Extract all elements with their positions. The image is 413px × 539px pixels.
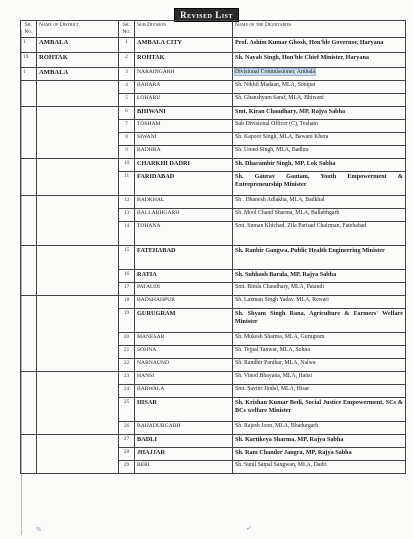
subdivision-serial-cell: 20 — [119, 333, 135, 346]
dignitary-name: Sh. Vinod Bhayana, MLA, Hansi — [235, 372, 312, 379]
dignitary-cell — [233, 346, 406, 359]
dignitary-name: Sh. Nikhil Madaan, MLA, Sonipat — [235, 81, 316, 88]
district-serial-cell: 1 — [21, 68, 37, 81]
dignitary-cell — [233, 309, 406, 333]
dignitary-name: Sh. Ram Chander Jangra, MP, Rajya Sabha — [235, 448, 352, 456]
dignitary-cell — [233, 133, 406, 146]
district-name-cell — [37, 196, 119, 246]
subdivision-serial-cell: 3 — [119, 68, 135, 81]
subdivision-cell: HANSI — [135, 372, 233, 385]
dignitary-cell — [233, 172, 406, 196]
header-srno: Sr. No. — [119, 21, 135, 38]
dignitary-name: Sh. Randhir Panihar, MLA, Nalwa — [235, 359, 316, 366]
dignitary-cell — [233, 68, 406, 81]
dignitary-name: Sh. Nayab Singh, Hon'ble Chief Minister, Haryana — [235, 53, 370, 61]
dignitary-name: Sh. Subhash Barala, MP, Rajya Sabha — [235, 270, 337, 278]
table-row — [21, 68, 406, 81]
subdivision-cell: LOHARU — [135, 94, 233, 107]
subdivision-cell: SOHNA — [135, 346, 233, 359]
dignitary-name: Sh. Gaurav Gautam, Youth Empowerment & Entrepreneurship Minister — [235, 172, 403, 188]
district-serial-cell — [21, 196, 37, 246]
subdivision-serial-cell: 21 — [119, 346, 135, 359]
dignitary-cell — [233, 461, 406, 474]
subdivision-cell: AMBALA CITY — [135, 38, 233, 53]
dignitary-name: Divisional Commissioner, Ambala — [235, 68, 316, 75]
district-serial-cell: 19 — [21, 53, 37, 68]
subdivision-serial-cell: 17 — [119, 283, 135, 296]
subdivision-serial-cell: 5 — [119, 94, 135, 107]
subdivision-serial-cell: 10 — [119, 159, 135, 172]
subdivision-serial-cell: 26 — [119, 422, 135, 435]
subdivision-cell: FARIDABAD — [135, 172, 233, 196]
district-name-cell — [37, 372, 119, 435]
table-row — [21, 38, 406, 53]
subdivision-cell: BARARA — [135, 81, 233, 94]
district-name-cell — [37, 246, 119, 296]
dignitary-cell — [233, 196, 406, 209]
table-row — [21, 159, 406, 172]
dignitary-name: Sub Divisional Officer (C), Tosham — [235, 120, 318, 127]
dignitary-cell — [233, 385, 406, 398]
dignitary-name: Sh. Mool Chand Sharma, MLA, Ballabhgarh — [235, 209, 340, 216]
subdivision-cell: BHIWANI — [135, 107, 233, 120]
subdivision-cell: HISAR — [135, 398, 233, 422]
subdivision-cell: TOHANA — [135, 222, 233, 246]
subdivision-serial-cell: 9 — [119, 146, 135, 159]
dignitary-name: Sh. Dharambir Singh, MP, Lok Sabha — [235, 159, 336, 167]
dignitary-cell — [233, 372, 406, 385]
table-body — [21, 38, 406, 474]
district-serial-cell — [21, 296, 37, 372]
district-name-cell: AMBALA — [37, 38, 119, 53]
dignitary-name: Sh . Dhanesh Adlakha, MLA, Badkhal — [235, 196, 325, 203]
subdivision-serial-cell: 1 — [119, 38, 135, 53]
table-row — [21, 372, 406, 385]
district-name-cell — [37, 107, 119, 159]
subdivision-serial-cell: 15 — [119, 246, 135, 270]
dignitary-name: Smt. Bimla Chaudhary, MLA, Pataudi — [235, 283, 324, 290]
subdivision-serial-cell: 11 — [119, 172, 135, 196]
subdivision-cell: BERI — [135, 461, 233, 474]
district-serial-cell — [21, 372, 37, 435]
subdivision-serial-cell: 4 — [119, 81, 135, 94]
dignitary-cell — [233, 107, 406, 120]
dignitary-cell — [233, 38, 406, 53]
subdivision-serial-cell: 23 — [119, 372, 135, 385]
dignitary-name: Sh. Shyam Singh Rana, Agriculture & Farmers' Welfare Minister — [235, 309, 403, 325]
subdivision-cell: NARAINGARH — [135, 68, 233, 81]
header-dignitary: Name of the Dignitaries — [233, 21, 406, 38]
dignitary-cell — [233, 246, 406, 270]
subdivision-cell: BAHADURGARH — [135, 422, 233, 435]
table-row — [21, 435, 406, 448]
dignitary-cell — [233, 270, 406, 283]
dignitary-name: Sh. Sunil Satpal Sangwan, MLA, Dadri — [235, 461, 327, 468]
dignitary-cell — [233, 296, 406, 309]
subdivision-serial-cell: 29 — [119, 461, 135, 474]
dignitary-name: Sh. Umed Singh, MLA, Badhra — [235, 146, 309, 153]
dignitary-cell — [233, 359, 406, 372]
subdivision-serial-cell: 18 — [119, 296, 135, 309]
dignitary-name: Sh. Kartikeya Sharma, MP, Rajya Sabha — [235, 435, 344, 443]
subdivision-cell: PATAUDI — [135, 283, 233, 296]
district-name-cell — [37, 296, 119, 372]
dignitary-name: Sh. Mukesh Sharma, MLA, Gurugram — [235, 333, 325, 340]
header-subdivision: Sub Division — [135, 21, 233, 38]
dignitary-name: Smt. Suman Khichad, Zila Parisad Chairman, Fatehabad — [235, 222, 367, 229]
subdivision-serial-cell: 19 — [119, 309, 135, 333]
dignitary-name: Sh. Tejpal Tanwar, MLA, Sohna — [235, 346, 310, 353]
document-title: Revised List — [174, 8, 239, 22]
subdivision-serial-cell: 22 — [119, 359, 135, 372]
dignitary-name: Sh. Ghanshyam Saraf, MLA, Bhiwani — [235, 94, 324, 101]
dignitaries-table — [20, 20, 406, 474]
district-name-cell: ROHTAK — [37, 53, 119, 68]
subdivision-serial-cell: 7 — [119, 120, 135, 133]
subdivision-serial-cell: 14 — [119, 222, 135, 246]
dignitary-cell — [233, 94, 406, 107]
subdivision-cell: FATEHABAD — [135, 246, 233, 270]
dignitary-name: Smt. Savitri Jindal, MLA, Hisar — [235, 385, 310, 392]
subdivision-serial-cell: 8 — [119, 133, 135, 146]
district-name-cell — [37, 81, 119, 107]
subdivision-cell: MANESAR — [135, 333, 233, 346]
subdivision-cell: GURUGRAM — [135, 309, 233, 333]
dignitary-cell — [233, 448, 406, 461]
subdivision-serial-cell: 27 — [119, 435, 135, 448]
table-row — [21, 107, 406, 120]
subdivision-cell: TOSHAM — [135, 120, 233, 133]
dignitary-cell — [233, 146, 406, 159]
dignitary-cell — [233, 422, 406, 435]
dignitary-cell — [233, 435, 406, 448]
subdivision-cell: BADKHAL — [135, 196, 233, 209]
subdivision-serial-cell: 13 — [119, 209, 135, 222]
district-serial-cell — [21, 435, 37, 474]
subdivision-cell: NARNAUND — [135, 359, 233, 372]
subdivision-serial-cell: 12 — [119, 196, 135, 209]
dignitary-cell — [233, 209, 406, 222]
district-serial-cell — [21, 159, 37, 196]
dignitary-name: Sh. Ranbir Gangwa, Public Health Engineering Minister — [235, 246, 385, 254]
dignitary-cell — [233, 53, 406, 68]
dignitary-name: Sh. Rajesh Joon, MLA, Bhadurgarh — [235, 422, 319, 429]
subdivision-cell: BADHRA — [135, 146, 233, 159]
table-row — [21, 296, 406, 309]
district-name-cell: AMBALA — [37, 68, 119, 81]
dignitary-cell — [233, 333, 406, 346]
subdivision-cell: SIWANI — [135, 133, 233, 146]
subdivision-serial-cell: 28 — [119, 448, 135, 461]
dignitary-name: Sh. Kapoor Singh, MLA, Bawani Khera — [235, 133, 329, 140]
dignitary-name: Prof. Ashim Kumar Ghosh, Hon'ble Governor, Haryana — [235, 38, 384, 46]
dignitary-cell — [233, 120, 406, 133]
district-name-cell — [37, 435, 119, 474]
dignitary-cell — [233, 159, 406, 172]
subdivision-serial-cell: 16 — [119, 270, 135, 283]
table-header-row — [21, 21, 406, 38]
dignitary-name: Sh. Laxman Singh Yadav, MLA, Rewari — [235, 296, 329, 303]
subdivision-cell: BALLABHGARH — [135, 209, 233, 222]
dignitary-name: Sh. Krishan Kumar Bedi, Social Justice Empowerment, SCs & BCs welfare Minister — [235, 398, 403, 414]
subdivision-cell: JHAJJAR — [135, 448, 233, 461]
district-serial-cell — [21, 81, 37, 107]
district-name-cell — [37, 159, 119, 196]
table-row — [21, 196, 406, 209]
subdivision-serial-cell: 6 — [119, 107, 135, 120]
subdivision-cell: CHARKHI DADRI — [135, 159, 233, 172]
dignitary-name: Smt. Kiran Chaudhary, MP, Rajya Sabha — [235, 107, 346, 115]
dignitary-cell — [233, 398, 406, 422]
initials-mark-left: % — [36, 527, 41, 533]
header-sno: Sr. No. — [21, 21, 37, 38]
subdivision-cell: BARWALA — [135, 385, 233, 398]
signature-mark-right: ✓ — [246, 526, 252, 532]
district-serial-cell — [21, 246, 37, 296]
subdivision-serial-cell: 2 — [119, 53, 135, 68]
subdivision-serial-cell: 24 — [119, 385, 135, 398]
district-serial-cell — [21, 107, 37, 159]
subdivision-cell: ROHTAK — [135, 53, 233, 68]
dignitary-cell — [233, 222, 406, 246]
dignitary-cell — [233, 283, 406, 296]
district-serial-cell: 1 — [21, 38, 37, 53]
subdivision-cell: BADSHAHPUR — [135, 296, 233, 309]
subdivision-serial-cell: 25 — [119, 398, 135, 422]
table-row — [21, 53, 406, 68]
subdivision-cell: RATIA — [135, 270, 233, 283]
header-district: Name of District — [37, 21, 119, 38]
dignitary-cell — [233, 81, 406, 94]
table-row — [21, 81, 406, 94]
table-row — [21, 246, 406, 270]
subdivision-cell: BADLI — [135, 435, 233, 448]
